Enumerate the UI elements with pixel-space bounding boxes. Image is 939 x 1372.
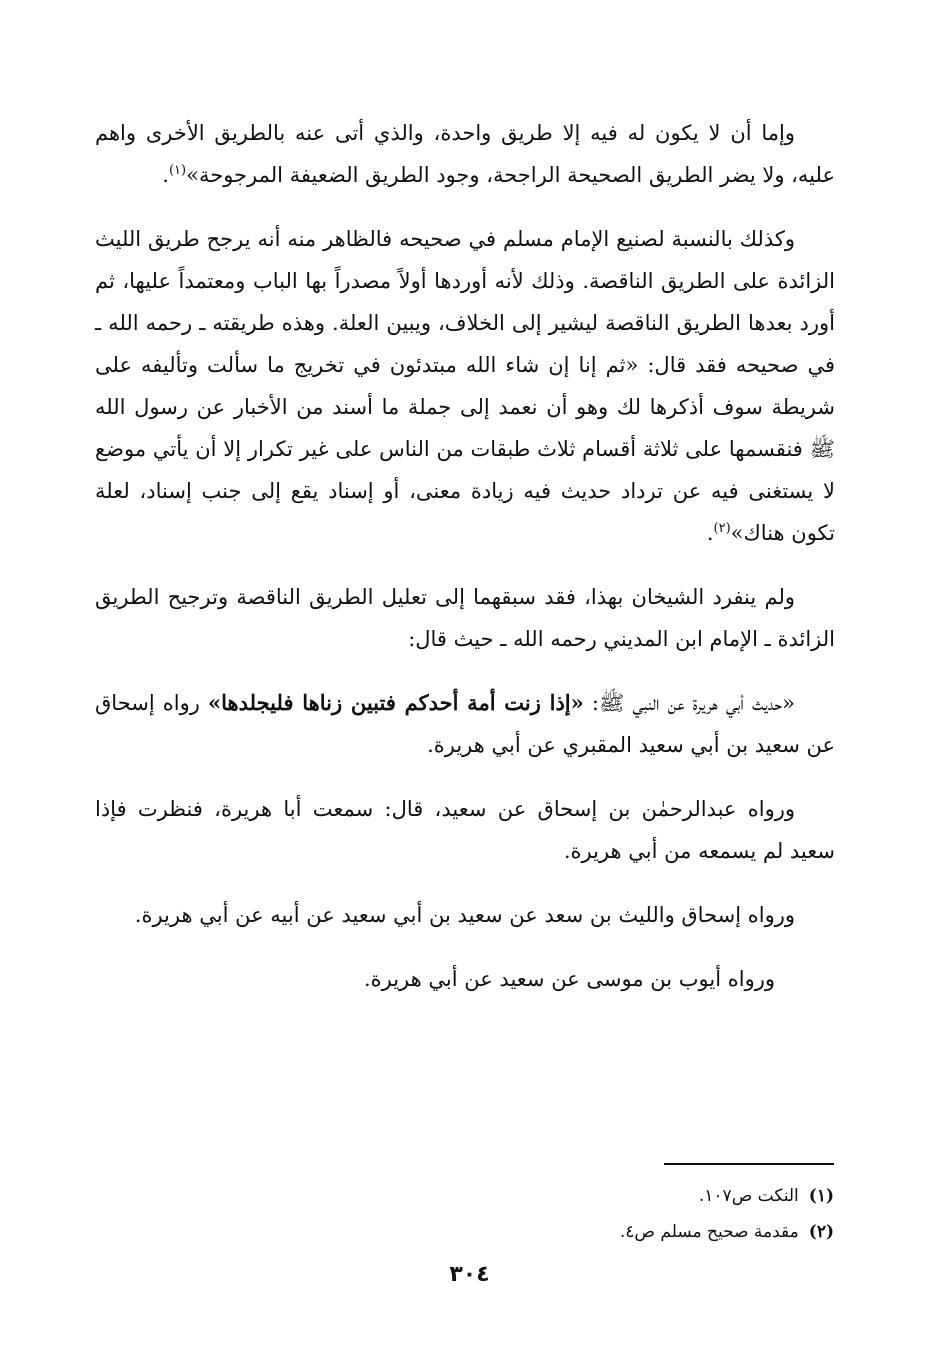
paragraph-1-text: وإما أن لا يكون له فيه إلا طريق واحدة، والذي أتى عنه بالطريق الأخرى واهم عليه، ولا يضر الطريق الصحيحة الراجحة، وجود الطريق الضعيفة المرجوحة» [95,121,835,187]
paragraph-7-text: ورواه أيوب بن موسى عن سعيد عن أبي هريرة. [363,967,775,991]
paragraph-5 [95,788,835,872]
page-body [95,112,835,1022]
hadith-text: «إذا زنت أمة أحدكم فتبين زناها فليجلدها» [208,690,584,715]
footnote-divider [664,1163,834,1165]
paragraph-7 [95,958,835,1000]
hadith-intro: «حديث أبي هريرة عن النبي ﷺ: [583,691,796,715]
paragraph-2-tail: . [706,521,714,545]
footnote-ref-1[interactable]: (١) [168,163,187,178]
paragraph-6 [95,894,835,936]
paragraph-3-text: ولم ينفرد الشيخان بهذا، فقد سبقهما إلى تعليل الطريق الناقصة وترجيح الطريق الزائدة ـ الإمام ابن المديني رحمه الله ـ حيث قال: [95,585,835,651]
paragraph-2-text: وكذلك بالنسبة لصنيع الإمام مسلم في صحيحه فالظاهر منه أنه يرجح طريق الليث الزائدة على الطريق الناقصة. وذلك لأنه أوردها أولاً مصدراً بها الباب ومعتمداً عليها، ثم أورد بعدها الطريق الناقصة ليشير إلى الخلاف، ويبين العلة. وهذه طريقته ـ رحمه الله ـ في صحيحه فقد قال: «ثم إنا إن شاء الله مبتدئون في تخريج ما سألت وتأليفه على شريطة سوف أذكرها لك وهو أن نعمد إلى جملة ما أسند من الأخبار عن رسول الله ﷺ فنقسمها على ثلاثة أقسام ثلاث طبقات من الناس على غير تكرار إلا أن يأتي موضع لا يستغنى فيه عن ترداد حديث فيه زيادة معنى، أو إسناد يقع إلى جنب إسناد، لعلة تكون هناك» [95,227,835,545]
footnote-2-number: (٢) [808,1222,834,1242]
hadith-chain: رواه إسحاق عن سعيد بن أبي سعيد المقبري عن أبي هريرة. [95,691,835,757]
footnote-1-number: (١) [808,1186,834,1206]
hadith-quote [95,682,835,766]
paragraph-2 [95,218,835,554]
paragraph-6-text: ورواه إسحاق والليث بن سعد عن سعيد بن أبي سعيد عن أبيه عن أبي هريرة. [134,903,795,927]
paragraph-1-tail: . [162,163,169,187]
page-number: ٣٠٤ [449,1262,490,1287]
footnote-ref-2[interactable]: (٢) [713,521,731,536]
paragraph-5-text: ورواه عبدالرحمٰن بن إسحاق عن سعيد، قال: سمعت أبا هريرة، فنظرت فإذا سعيد لم يسمعه من أبي هريرة. [95,797,835,863]
footnote-2 [334,1214,834,1250]
footnote-2-text: مقدمة صحيح مسلم ص٤. [619,1222,799,1242]
paragraph-3 [95,576,835,660]
footnote-1 [334,1178,834,1214]
footnote-1-text: النكت ص١٠٧. [698,1186,799,1206]
paragraph-1 [95,112,835,196]
footnotes [334,1178,834,1250]
